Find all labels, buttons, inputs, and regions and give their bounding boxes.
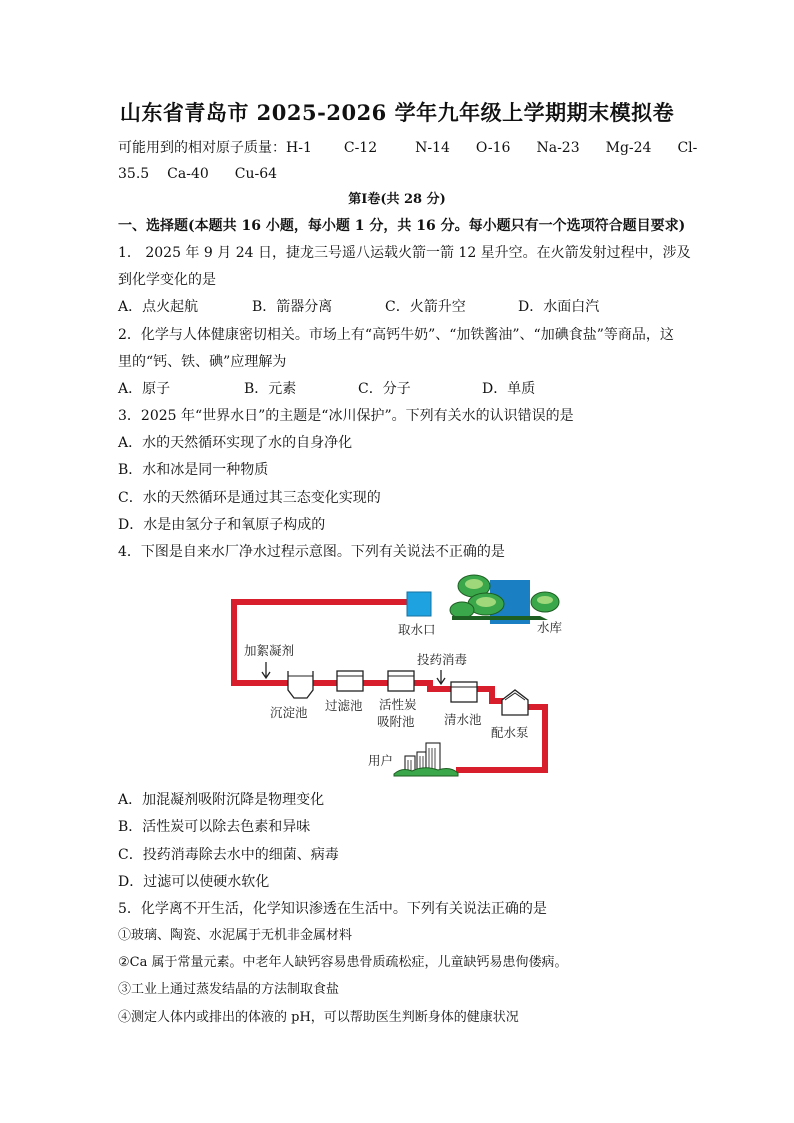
q3-option-a[interactable]: A．水的天然循环实现了水的自身净化	[118, 435, 353, 451]
q4-option-c[interactable]: C．投药消毒除去水中的细菌、病毒	[118, 847, 339, 863]
mass-item: Cl-	[677, 140, 698, 156]
sediment-tank	[288, 671, 313, 698]
q4-option-b[interactable]: B．活性炭可以除去色素和异味	[118, 819, 311, 835]
q3-option-c[interactable]: C．水的天然循环是通过其三态变化实现的	[118, 490, 381, 506]
q3-stem: 3．2025 年“世界水日”的主题是“冰川保护”。下列有关水的认识错误的是	[118, 408, 574, 424]
q2-stem: 2．化学与人体健康密切相关。市场上有“高钙牛奶”、“加铁酱油”、“加碘食盐”等商品，这	[118, 327, 674, 343]
coagulant-arrow	[262, 662, 270, 678]
q4-option-d[interactable]: D．过滤可以使硬水软化	[118, 874, 270, 890]
user-buildings	[394, 743, 458, 776]
mass-item: N-14	[415, 140, 450, 156]
page-title: 山东省青岛市 2025-2026 学年九年级上学期期末模拟卷	[119, 100, 675, 125]
q2-option-b[interactable]: B．元素	[244, 381, 297, 397]
coagulant-label: 加絮凝剂	[244, 643, 295, 658]
sediment-label: 沉淀池	[270, 705, 308, 720]
filter-tank	[337, 671, 363, 691]
reservoir-label: 水库	[537, 620, 563, 635]
q4-option-a[interactable]: A．加混凝剂吸附沉降是物理变化	[118, 792, 325, 808]
water-treatment-diagram	[0, 560, 794, 790]
q4-stem: 4．下图是自来水厂净水过程示意图。下列有关说法不正确的是	[118, 544, 505, 560]
q3-option-b[interactable]: B．水和冰是同一种物质	[118, 462, 269, 478]
atomic-masses-label: 可能用到的相对原子质量：	[118, 140, 286, 156]
carbon-label-1: 活性炭	[379, 697, 417, 712]
mass-item: 35.5	[118, 166, 150, 182]
q1-option-c[interactable]: C．火箭升空	[385, 299, 466, 315]
section-title: 第Ⅰ卷(共 28 分)	[348, 192, 446, 207]
filter-label: 过滤池	[325, 698, 363, 713]
part1-title: 一、选择题(本题共 16 小题，每小题 1 分，共 16 分。每小题只有一个选项符合题目要求)	[118, 218, 686, 234]
q1-option-b[interactable]: B．箭器分离	[252, 299, 333, 315]
mass-item: O-16	[475, 140, 511, 156]
user-label: 用户	[368, 753, 394, 768]
pump-label: 配水泵	[491, 725, 529, 740]
intake-box	[407, 592, 431, 616]
q5-stem: 5．化学离不开生活，化学知识渗透在生活中。下列有关说法正确的是	[118, 901, 547, 917]
q1-stem-cont: 到化学变化的是	[118, 272, 216, 288]
clear-water-tank	[451, 682, 477, 702]
q2-option-c[interactable]: C．分子	[358, 381, 411, 397]
reservoir-icon	[450, 575, 559, 624]
q1-stem: 1． 2025 年 9 月 24 日，捷龙三号遥八运载火箭一箭 12 星升空。在火箭发射过程中，涉及	[118, 245, 691, 261]
q5-item-4: ④测定人体内或排出的体液的 pH，可以帮助医生判断身体的健康状况	[118, 1010, 519, 1025]
atomic-masses	[118, 138, 697, 158]
mass-item: Na-23	[536, 140, 580, 156]
mass-item: C-12	[343, 140, 378, 156]
clear-water-label: 清水池	[444, 712, 482, 727]
q1-option-d[interactable]: D．水面白汽	[518, 299, 600, 315]
carbon-tank	[388, 671, 414, 691]
carbon-label-2: 吸附池	[377, 714, 415, 729]
q2-option-d[interactable]: D．单质	[482, 381, 536, 397]
q5-item-3: ③工业上通过蒸发结晶的方法制取食盐	[118, 982, 340, 997]
q2-option-a[interactable]: A．原子	[118, 381, 171, 397]
q1-option-a[interactable]: A．点火起航	[118, 299, 199, 315]
pump-house	[502, 690, 528, 715]
q5-item-2: ②Ca 属于常量元素。中老年人缺钙容易患骨质疏松症，儿童缺钙易患佝偻病。	[118, 955, 568, 970]
atomic-masses-cont	[118, 164, 277, 184]
mass-item: Cu-64	[234, 166, 278, 182]
disinfect-label: 投药消毒	[417, 652, 468, 667]
mass-item: Ca-40	[167, 166, 209, 182]
intake-label: 取水口	[398, 622, 436, 637]
q2-stem-cont: 里的“钙、铁、碘”应理解为	[118, 354, 287, 370]
q5-item-1: ①玻璃、陶瓷、水泥属于无机非金属材料	[118, 928, 353, 943]
mass-item: Mg-24	[605, 140, 652, 156]
mass-item: H-1	[286, 140, 312, 156]
disinfect-arrow	[437, 670, 445, 684]
q3-option-d[interactable]: D．水是由氢分子和氧原子构成的	[118, 517, 326, 533]
